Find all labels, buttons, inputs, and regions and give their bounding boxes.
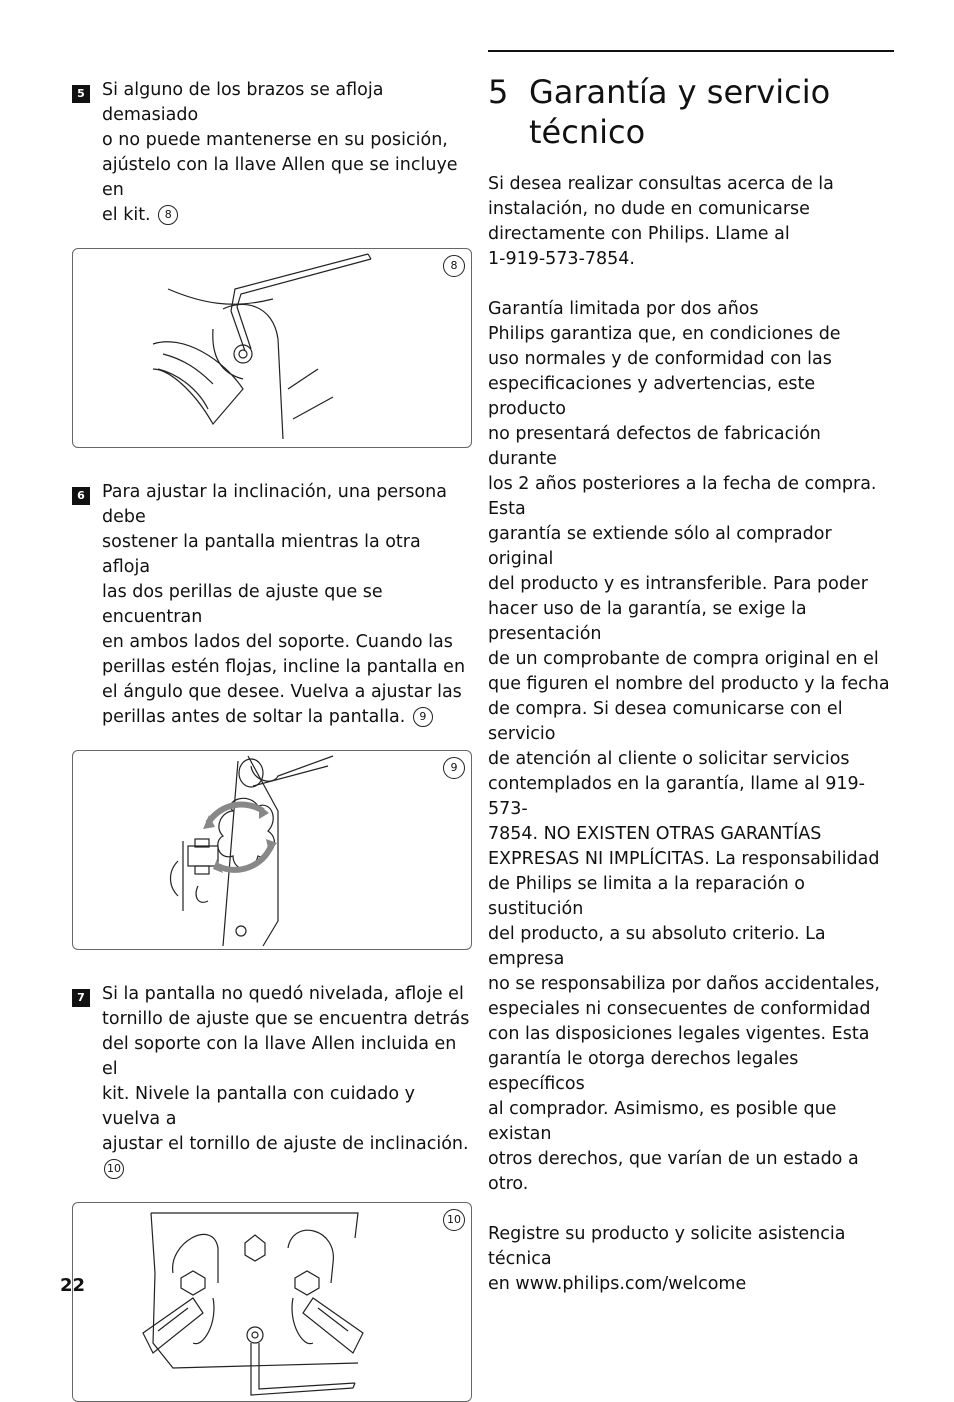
text-line: 7854. NO EXISTEN OTRAS GARANTÍAS [488, 824, 822, 844]
text-line: perillas estén flojas, incline la pantalla en [102, 657, 466, 677]
text-line: especificaciones y advertencias, este producto [488, 374, 816, 419]
figure-badge: 10 [443, 1209, 465, 1231]
section-title: Garantía y servicio técnico [528, 73, 831, 151]
step-6 [72, 480, 472, 730]
text-line: de atención al cliente o solicitar servicios [488, 749, 850, 769]
text-line: Philips garantiza que, en condiciones de [488, 324, 841, 344]
text-line: Para ajustar la inclinación, una persona debe [102, 482, 447, 527]
contact-paragraph [488, 172, 894, 272]
text-line: hacer uso de la garantía, se exige la presentación [488, 599, 807, 644]
tilt-knob-illustration [73, 751, 471, 949]
text-line: del producto y es intransferible. Para poder [488, 574, 868, 594]
step-7 [72, 982, 472, 1182]
section-heading [488, 72, 894, 152]
step-text [102, 78, 472, 228]
text-line: ajustar el tornillo de ajuste de inclinación. 10 [102, 1132, 472, 1182]
tilt-screw-illustration [73, 1203, 471, 1401]
figure-badge: 9 [443, 757, 465, 779]
figure-reference: 9 [413, 707, 433, 727]
warranty-heading: Garantía limitada por dos años [488, 299, 759, 319]
text-line: en ambos lados del soporte. Cuando las [102, 632, 453, 652]
text-line: no presentará defectos de fabricación durante [488, 424, 821, 469]
step-text [102, 982, 472, 1182]
text-line: que figuren el nombre del producto y la fecha [488, 674, 890, 694]
text-line: Si desea realizar consultas acerca de la [488, 174, 834, 194]
text-line: garantía se extiende sólo al comprador original [488, 524, 832, 569]
text-line: Si alguno de los brazos se afloja demasiado [102, 80, 384, 125]
text-line: en www.philips.com/welcome [488, 1274, 747, 1294]
text-line: perillas antes de soltar la pantalla. 9 [102, 705, 472, 730]
text-line: ajústelo con la llave Allen que se incluye en [102, 155, 458, 200]
text-line: el ángulo que desee. Vuelva a ajustar las [102, 682, 462, 702]
step-number: 5 [72, 85, 90, 103]
text-line: no se responsabiliza por daños accidentales, [488, 974, 880, 994]
figure-8-allen-key-arm [72, 248, 472, 448]
text-line: los 2 años posteriores a la fecha de compra. Esta [488, 474, 877, 519]
text-line: instalación, no dude en comunicarse [488, 199, 810, 219]
step-number: 6 [72, 487, 90, 505]
text-line: con las disposiciones legales vigentes. Esta [488, 1024, 870, 1044]
text-line: sostener la pantalla mientras la otra afloja [102, 532, 421, 577]
figure-badge: 8 [443, 255, 465, 277]
text-line: EXPRESAS NI IMPLÍCITAS. La responsabilidad [488, 849, 880, 869]
figure-10-tilt-screw [72, 1202, 472, 1402]
step-5 [72, 78, 472, 228]
page-number: 22 [60, 1275, 86, 1296]
text-line: tornillo de ajuste que se encuentra detrás [102, 1009, 470, 1029]
text-line: de Philips se limita a la reparación o sustitución [488, 874, 805, 919]
text-line: al comprador. Asimismo, es posible que existan [488, 1099, 837, 1144]
text-line: 1-919-573-7854. [488, 249, 635, 269]
text-line: contemplados en la garantía, llame al 919-573- [488, 774, 865, 819]
right-column [488, 50, 894, 1297]
text-line: uso normales y de conformidad con las [488, 349, 832, 369]
text-line: las dos perillas de ajuste que se encuentran [102, 582, 383, 627]
text-line: Registre su producto y solicite asistencia técnica [488, 1224, 846, 1269]
step-number: 7 [72, 989, 90, 1007]
text-line: garantía le otorga derechos legales específicos [488, 1049, 799, 1094]
text-line: el kit. 8 [102, 203, 472, 228]
left-column [72, 78, 472, 1402]
step-text [102, 480, 472, 730]
figure-reference: 10 [104, 1159, 124, 1179]
text-line: kit. Nivele la pantalla con cuidado y vuelva a [102, 1084, 416, 1129]
section-number: 5 [488, 73, 509, 111]
section-rule [488, 50, 894, 52]
figure-reference: 8 [158, 205, 178, 225]
text-line: del soporte con la llave Allen incluida en el [102, 1034, 457, 1079]
allen-key-illustration [73, 249, 471, 447]
text-line: de compra. Si desea comunicarse con el servicio [488, 699, 843, 744]
warranty-paragraph [488, 297, 894, 1197]
text-line: especiales ni consecuentes de conformidad [488, 999, 871, 1019]
text-line: otros derechos, que varían de un estado a otro. [488, 1149, 859, 1194]
text-line: Si la pantalla no quedó nivelada, afloje el [102, 984, 464, 1004]
register-paragraph [488, 1222, 894, 1297]
text-line: directamente con Philips. Llame al [488, 224, 790, 244]
figure-9-tilt-knob [72, 750, 472, 950]
text-line: o no puede mantenerse en su posición, [102, 130, 448, 150]
text-line: de un comprobante de compra original en el [488, 649, 879, 669]
text-line: del producto, a su absoluto criterio. La empresa [488, 924, 826, 969]
